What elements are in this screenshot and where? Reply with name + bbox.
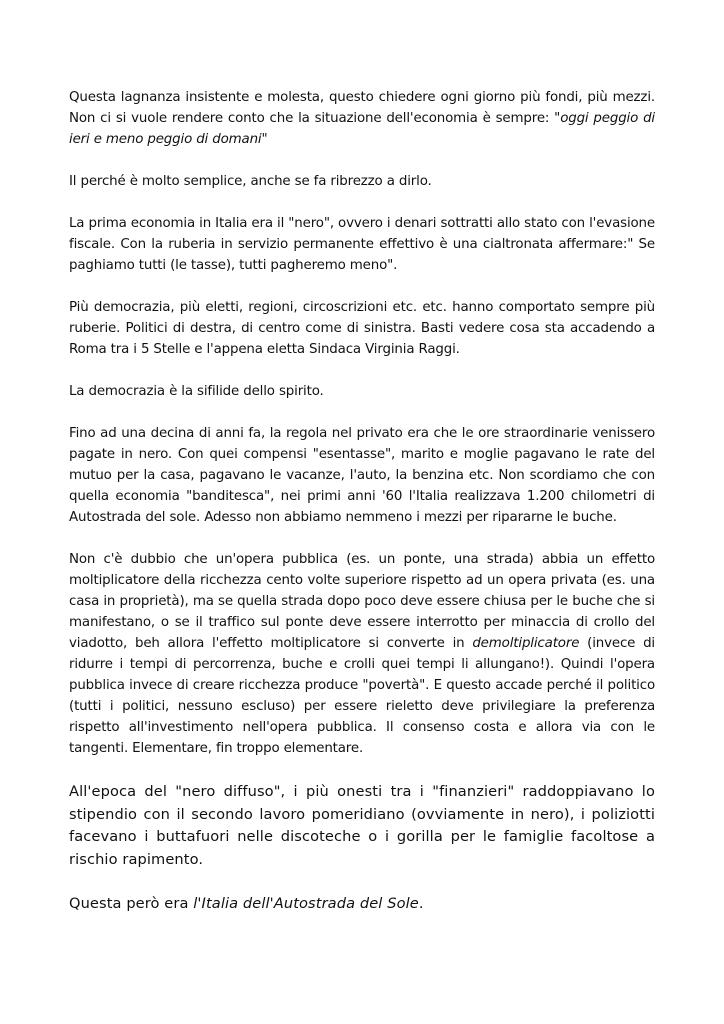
paragraph-4: Più democrazia, più eletti, regioni, circoscrizioni etc. etc. hanno comportato sempre più ruberie. Politici di destra, di centro come di sinistra. Basti vedere cosa sta accadendo a Roma tra i 5 Stelle e l'appena eletta Sindaca Virginia Raggi. bbox=[69, 300, 655, 357]
paragraph-7: Non c'è dubbio che un'opera pubblica (es. un ponte, una strada) abbia un effetto moltiplicatore della ricchezza cento volte superiore rispetto ad un opera privata (es. una casa in proprietà), ma se quella strada dopo poco deve essere chiusa per le buche che si manifestano, o se il traffico sul ponte deve essere interrotto per minaccia di crollo del viadotto, beh allora l'effetto moltiplicatore si converte in demoltiplicatore (invece di ridurre i tempi di percorrenza, buche e crolli quei tempi li allungano!). Quindi l'opera pubblica invece di creare ricchezza produce "povertà". E questo accade perché il politico (tutti i politici, nessuno escluso) per essere rieletto deve privilegiare la preferenza rispetto all'investimento nell'opera pubblica. Il consenso costa e allora via con le tangenti. Elementare, fin troppo elementare. bbox=[69, 552, 656, 756]
paragraph-8: All'epoca del "nero diffuso", i più onesti tra i "finanzieri" raddoppiavano lo stipendio con il secondo lavoro pomeridiano (ovviamente in nero), i poliziotti facevano i buttafuori nelle discoteche o i gorilla per le famiglie facoltose a rischio rapimento. bbox=[69, 783, 655, 868]
paragraph-2: Il perché è molto semplice, anche se fa ribrezzo a dirlo. bbox=[69, 174, 432, 189]
paragraph-3: La prima economia in Italia era il "nero", ovvero i denari sottratti allo stato con l'evasione fiscale. Con la ruberia in servizio permanente effettivo è una cialtronata affermare:" Se paghiamo tutti (le tasse), tutti pagheremo meno". bbox=[69, 216, 655, 273]
paragraph-1: Questa lagnanza insistente e molesta, questo chiedere ogni giorno più fondi, più mezzi. Non ci si vuole rendere conto che la situazione dell'economia è sempre: "oggi peggio di ieri e meno peggio di domani" bbox=[69, 90, 655, 147]
paragraph-9: Questa però era l'Italia dell'Autostrada del Sole. bbox=[69, 895, 424, 912]
document-body bbox=[69, 87, 655, 916]
paragraph-5: La democrazia è la sifilide dello spirito. bbox=[69, 384, 324, 399]
paragraph-6: Fino ad una decina di anni fa, la regola nel privato era che le ore straordinarie venissero pagate in nero. Con quei compensi "esentasse", marito e moglie pagavano le rate del mutuo per la casa, pagavano le vacanze, l'auto, la benzina etc. Non scordiamo che con quella economia "banditesca", nei primi anni '60 l'Italia realizzava 1.200 chilometri di Autostrada del sole. Adesso non abbiamo nemmeno i mezzi per ripararne le buche. bbox=[69, 426, 655, 525]
